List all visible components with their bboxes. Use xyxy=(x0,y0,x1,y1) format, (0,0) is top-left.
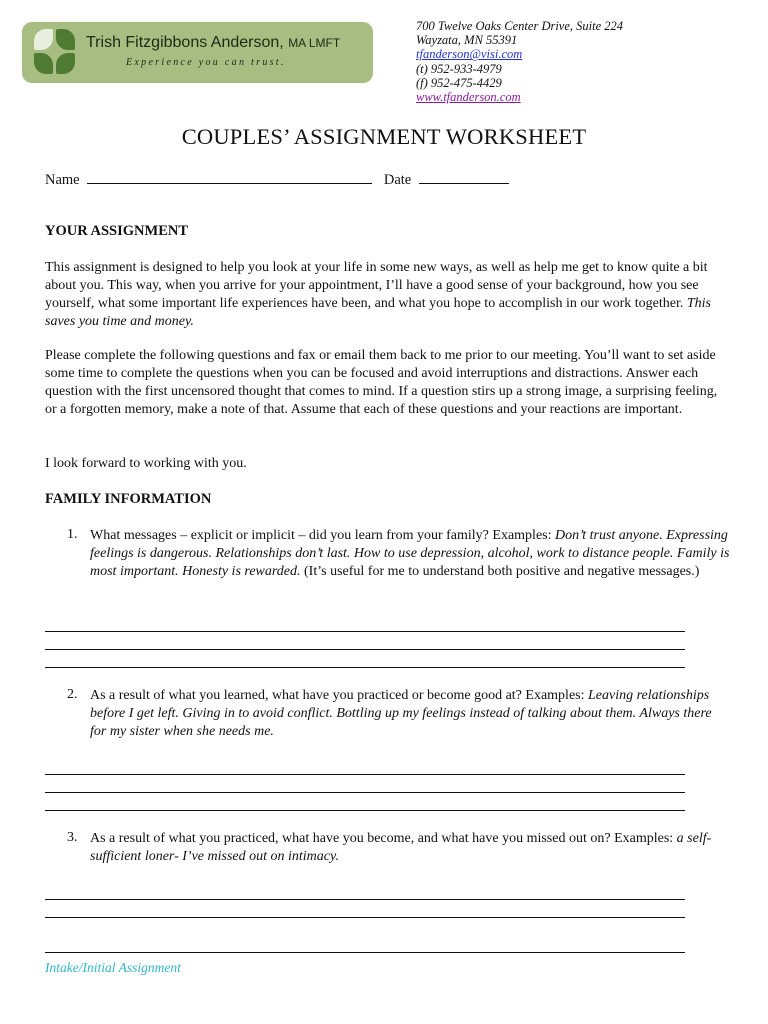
intro-paragraph xyxy=(45,259,725,331)
leaf-logo-icon xyxy=(34,29,76,76)
question-2-number: 2. xyxy=(67,687,78,702)
logo-tagline: Experience you can trust. xyxy=(126,57,286,68)
question-2-examples: Leaving relationships before I get left. Giving in to avoid conflict. Bottling up my feelings instead of talking about them. Always there for my sister when she needs me. xyxy=(90,688,712,739)
intro-paragraph-emphasis: This saves you time and money. xyxy=(45,296,711,329)
instructions-paragraph: Please complete the following questions and fax or email them back to me prior to our meeting. You’ll want to set aside some time to complete the questions when you can be focused and avoid interruptions and distractions. Answer each question with the first uncensored thought that comes to mind. If a question stirs up a strong image, a surprising feeling, or a forgotten memory, make a note of that. Assume that each of these questions and your reactions are important. xyxy=(45,348,718,417)
question-2-prompt: As a result of what you learned, what have you practiced or become good at? Examples: xyxy=(90,688,585,703)
date-field[interactable] xyxy=(419,171,509,184)
logo-name-text: Trish Fitzgibbons Anderson, xyxy=(86,34,284,51)
answer-line[interactable] xyxy=(45,810,685,811)
page-footer: Intake/Initial Assignment xyxy=(45,960,181,975)
contact-block xyxy=(416,19,623,104)
question-1-suffix: (It’s useful for me to understand both positive and negative messages.) xyxy=(304,564,700,579)
question-1-text xyxy=(90,527,730,581)
logo-name xyxy=(86,34,371,52)
family-heading: FAMILY INFORMATION xyxy=(45,491,212,507)
contact-website-link[interactable]: www.tfanderson.com xyxy=(416,90,521,105)
assignment-heading: YOUR ASSIGNMENT xyxy=(45,223,189,239)
answer-line[interactable] xyxy=(45,899,685,900)
question-3-number: 3. xyxy=(67,830,78,845)
closing-paragraph: I look forward to working with you. xyxy=(45,456,247,471)
contact-address-line2: Wayzata, MN 55391 xyxy=(416,33,518,48)
answer-line[interactable] xyxy=(45,667,685,668)
answer-line[interactable] xyxy=(45,649,685,650)
question-3-examples: a self-sufficient loner- I’ve missed out on intimacy. xyxy=(90,831,712,864)
contact-fax: (f) 952-475-4429 xyxy=(416,75,502,90)
practice-logo xyxy=(22,22,373,83)
name-field[interactable] xyxy=(87,171,372,184)
question-2-text xyxy=(90,687,730,741)
answer-line[interactable] xyxy=(45,952,685,953)
answer-line[interactable] xyxy=(45,792,685,793)
page-title: COUPLES’ ASSIGNMENT WORKSHEET xyxy=(181,124,587,149)
question-3-prompt: As a result of what you practiced, what have you become, and what have you missed out on? Examples: xyxy=(90,831,674,846)
answer-line[interactable] xyxy=(45,774,685,775)
name-date-row xyxy=(45,171,509,189)
intro-paragraph-text: This assignment is designed to help you look at your life in some new ways, as well as help me get to know quite a bit about you. This way, when you arrive for your appointment, I’ll have a good sense of your background, how you see yourself, what some important life experiences have been, and what you hope to accomplish in our work together. xyxy=(45,260,708,311)
name-label: Name xyxy=(45,172,80,188)
contact-email-link[interactable]: tfanderson@visi.com xyxy=(416,47,523,62)
question-1-prompt: What messages – explicit or implicit – did you learn from your family? Examples: xyxy=(90,528,552,543)
logo-credentials: MA LMFT xyxy=(288,36,341,50)
question-1-number: 1. xyxy=(67,527,78,542)
answer-line[interactable] xyxy=(45,917,685,918)
contact-phone: (t) 952-933-4979 xyxy=(416,61,502,76)
contact-address-line1: 700 Twelve Oaks Center Drive, Suite 224 xyxy=(416,19,624,33)
answer-line[interactable] xyxy=(45,631,685,632)
question-1-examples: Don’t trust anyone. Expressing feelings is dangerous. Relationships don’t last. How to use depression, alcohol, work to distance people. Family is most important. Honesty is rewarded. xyxy=(90,528,730,579)
date-label: Date xyxy=(383,172,412,188)
question-3-text xyxy=(90,830,730,866)
